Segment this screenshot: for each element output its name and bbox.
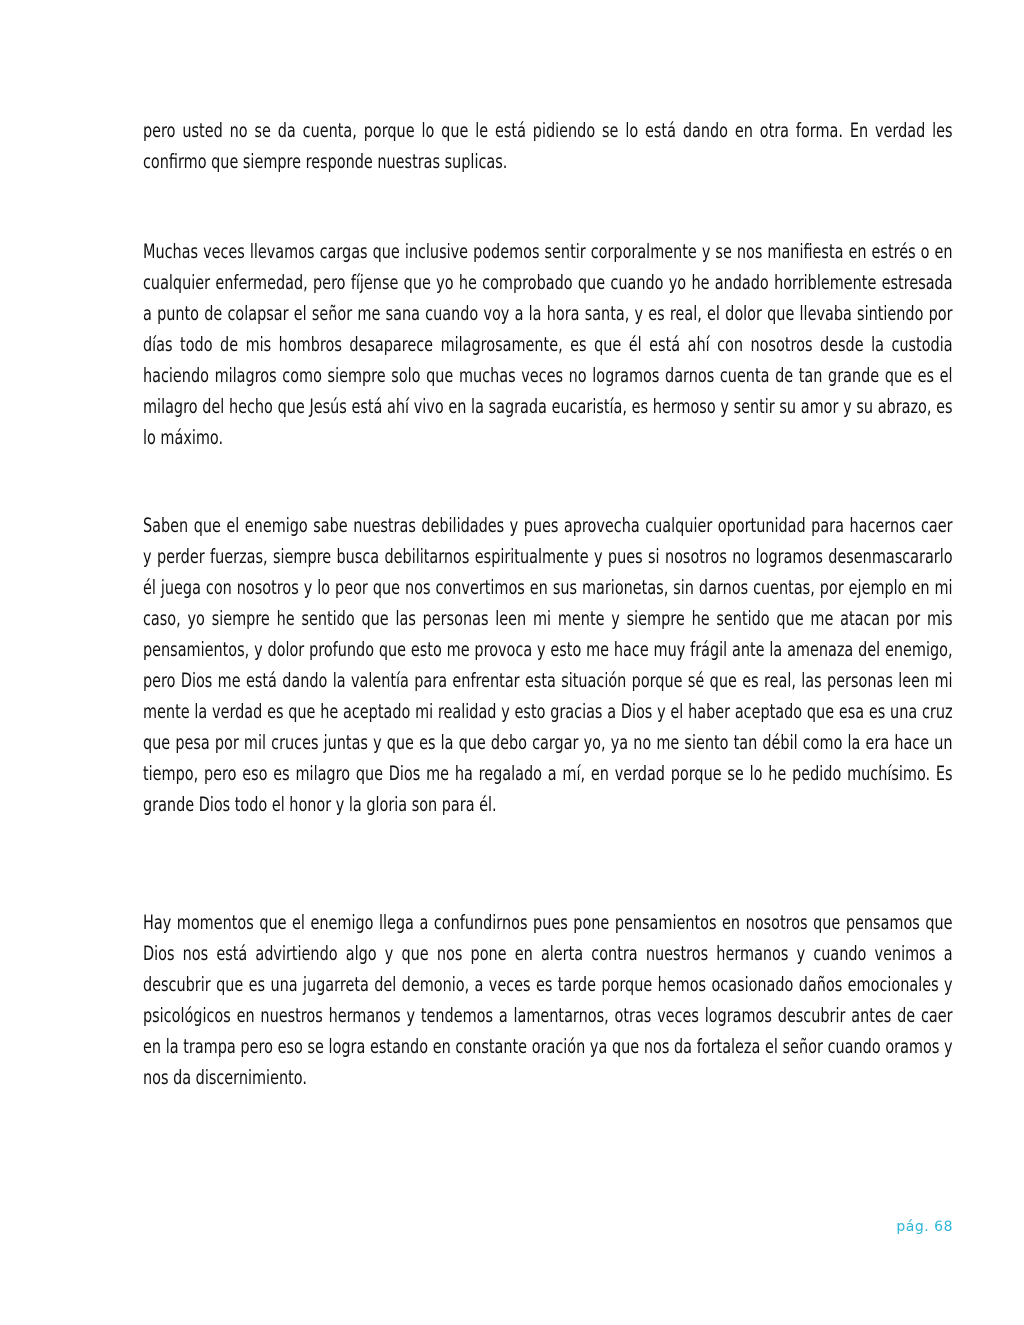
paragraph-enemigo-debilidades: Saben que el enemigo sabe nuestras debilidades y pues aprovecha cualquier oportunidad para hacernos caer y perder fuerzas, siempre busca debilitarnos espiritualmente y pues si nosotros no logramos desenmascararlo él juega con nosotros y lo peor que nos convertimos en sus marionetas, sin darnos cuentas, por ejemplo en mi caso, yo siempre he sentido que las personas leen mi mente y siempre he sentido que me atacan por mis pensamientos, y dolor profundo que esto me provoca y esto me hace muy frágil ante la amenaza del enemigo, pero Dios me está dando la valentía para enfrentar esta situación porque sé que es real, las personas leen mi mente la verdad es que he aceptado mi realidad y esto gracias a Dios y el haber aceptado que esa es una cruz que pesa por mil cruces juntas y que es la que debo cargar yo, ya no me siento tan débil como la era hace un tiempo, pero eso es milagro que Dios me ha regalado a mí, en verdad porque se lo he pedido muchísimo. Es grande Dios todo el honor y la gloria son para él. bbox=[143, 514, 953, 816]
paragraph-cargas: Muchas veces llevamos cargas que inclusive podemos sentir corporalmente y se nos manifiesta en estrés o en cualquier enfermedad, pero fíjense que yo he comprobado que cuando yo he andado horriblemente estresada a punto de colapsar el señor me sana cuando voy a la hora santa, y es real, el dolor que llevaba sintiendo por días todo de mis hombros desaparece milagrosamente, es que él está ahí con nosotros desde la custodia haciendo milagros como siempre solo que muchas veces no logramos darnos cuenta de tan grande que es el milagro del hecho que Jesús está ahí vivo en la sagrada eucaristía, es hermoso y sentir su amor y su abrazo, es lo máximo. bbox=[143, 240, 953, 449]
paragraph-enemigo-confundir: Hay momentos que el enemigo llega a confundirnos pues pone pensamientos en nosotros que pensamos que Dios nos está advirtiendo algo y que nos pone en alerta contra nuestros hermanos y cuando venimos a descubrir que es una jugarreta del demonio, a veces es tarde porque hemos ocasionado daños emocionales y psicológicos en nuestros hermanos y tendemos a lamentarnos, otras veces logramos descubrir antes de caer en la trampa pero eso se logra estando en constante oración ya que nos da fortaleza el señor cuando oramos y nos da discernimiento. bbox=[143, 911, 953, 1089]
paragraph-continuation: pero usted no se da cuenta, porque lo que le está pidiendo se lo está dando en otra forma. En verdad les confirmo que siempre responde nuestras suplicas. bbox=[143, 119, 953, 173]
page-number: pág. 68 bbox=[896, 1219, 953, 1235]
